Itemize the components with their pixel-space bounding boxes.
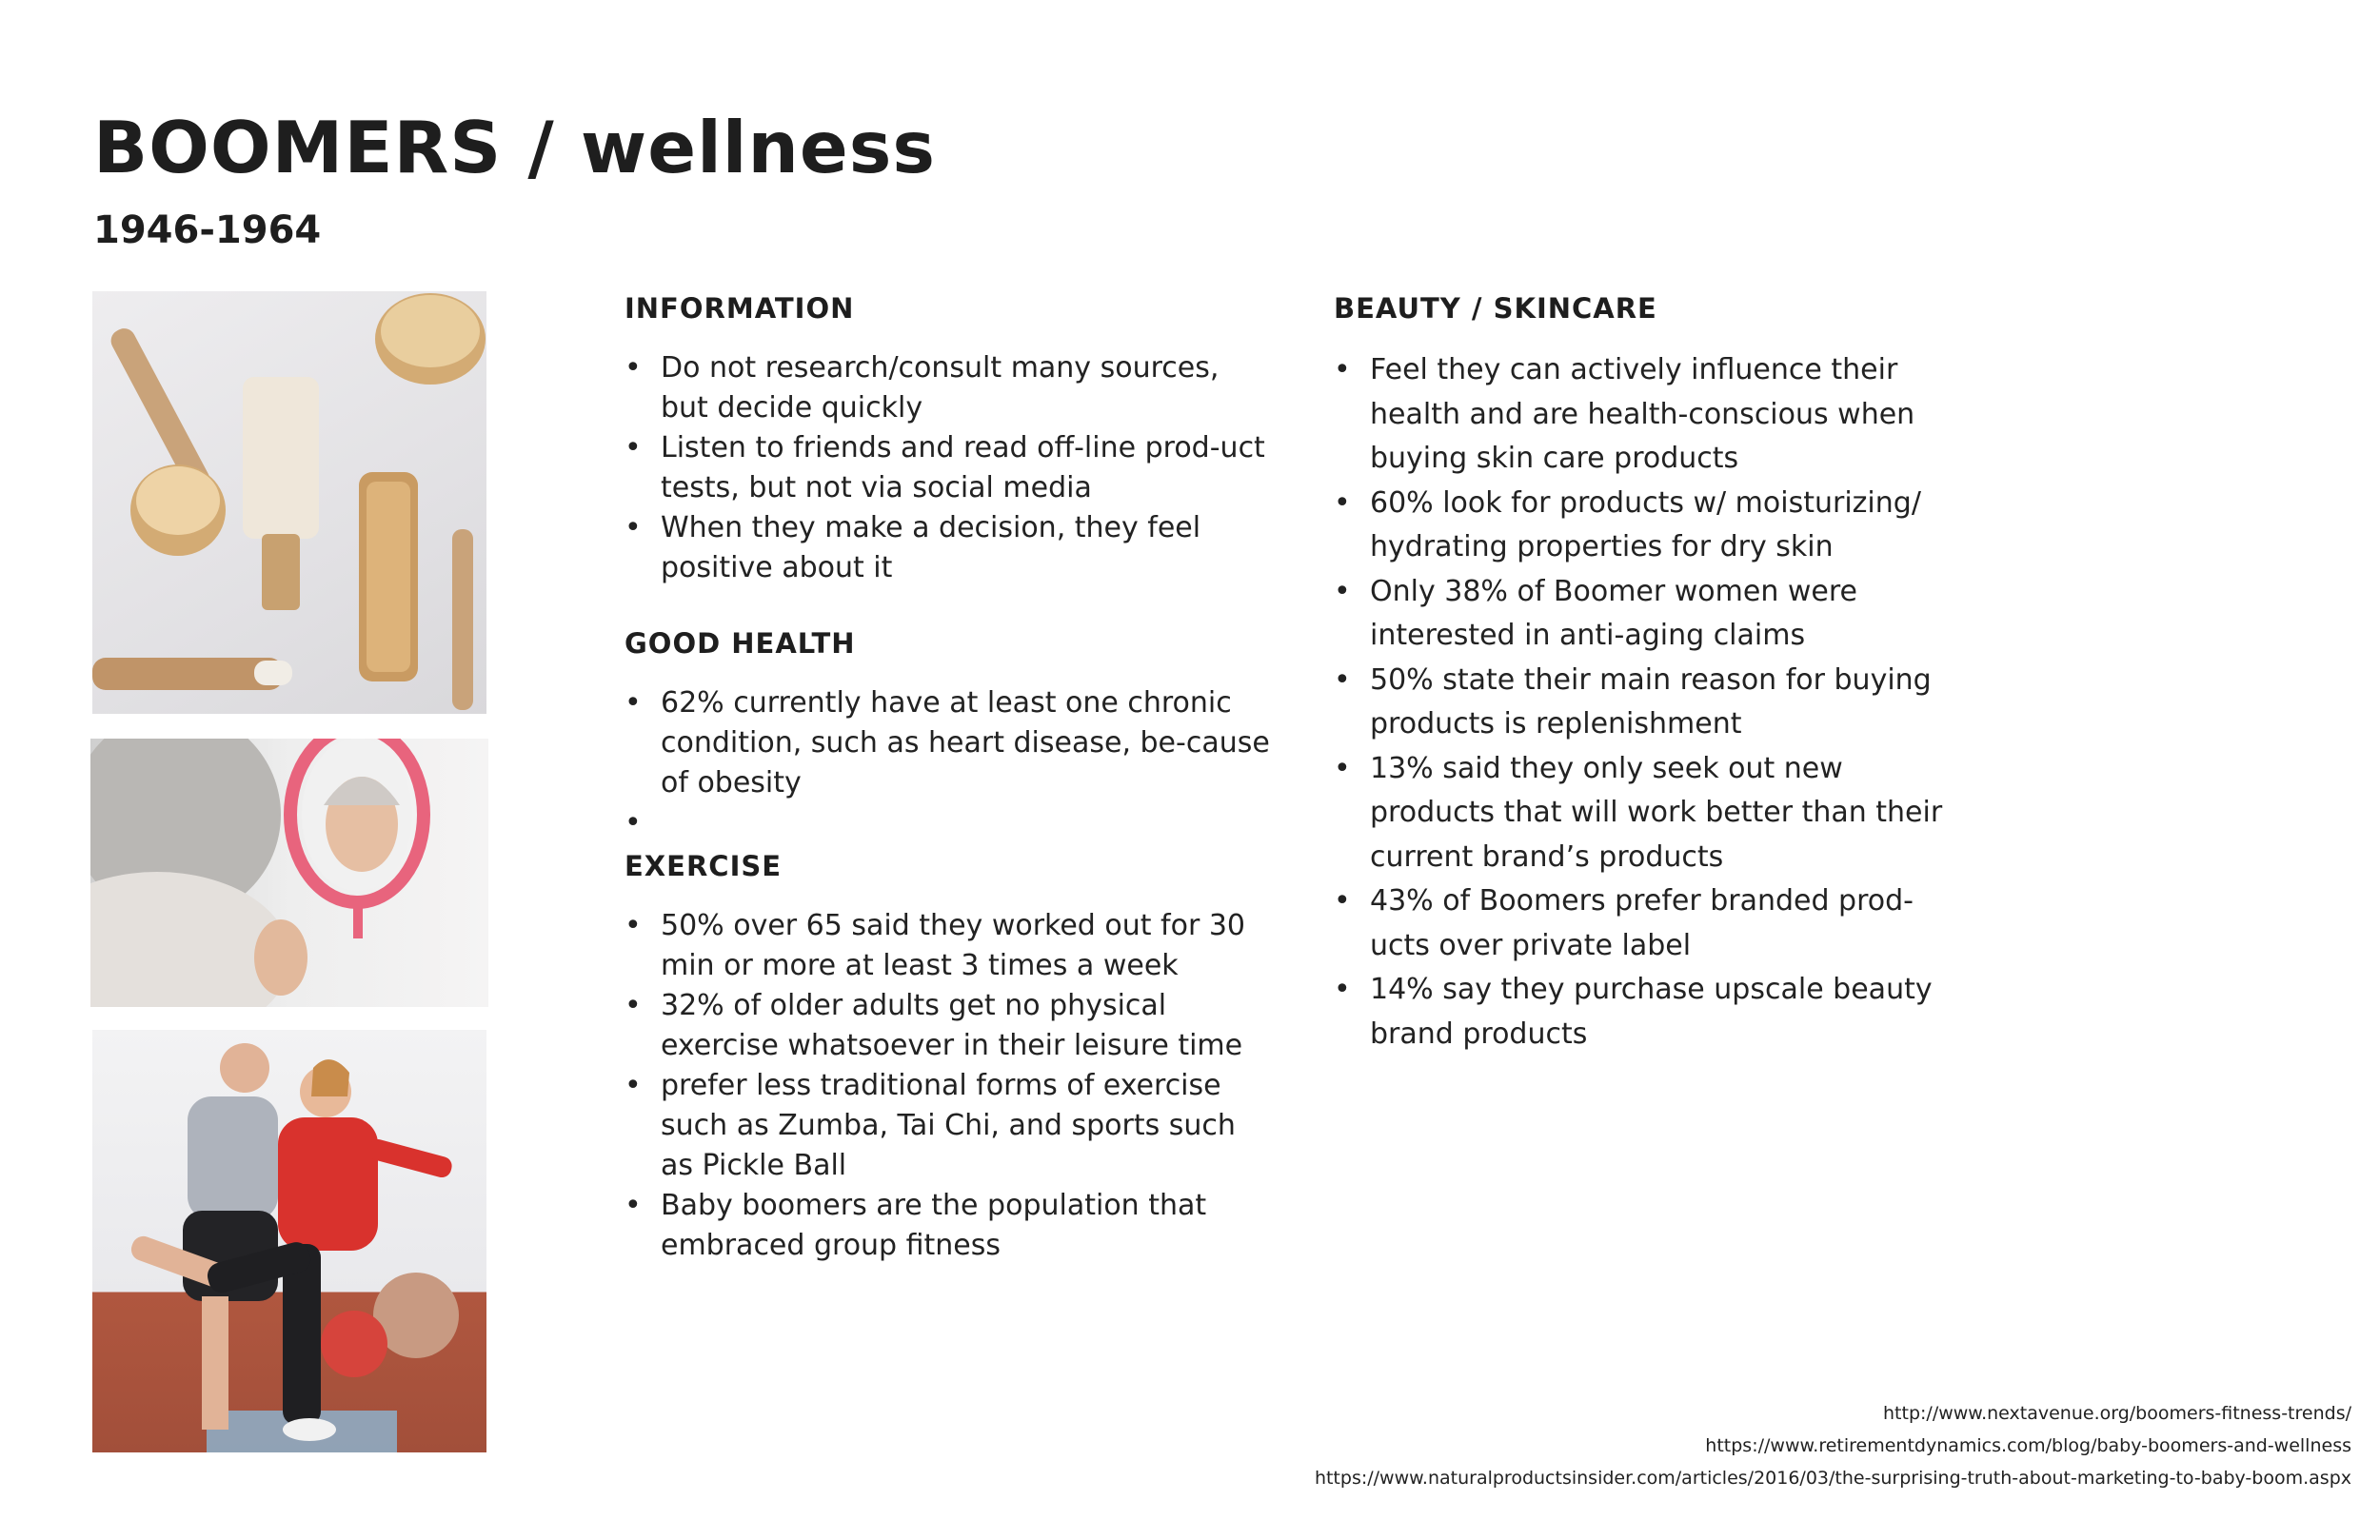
reference-link[interactable]: https://www.naturalproductsinsider.com/articles/2016/03/the-surprising-truth-about-marketing-to-baby-boom.aspx bbox=[1314, 1468, 2351, 1489]
list-item: • Listen to friends and read off-line prod-uct tests, but not via social media bbox=[625, 428, 1272, 508]
list-item: • When they make a decision, they feel positive about it bbox=[625, 508, 1272, 588]
beauty-skincare-list bbox=[1334, 348, 1943, 1056]
left-column bbox=[625, 291, 1272, 1304]
reference-link[interactable]: http://www.nextavenue.org/boomers-fitness-trends/ bbox=[1883, 1403, 2351, 1424]
list-item: • Feel they can actively influence their health and are health-conscious when buying skin care products bbox=[1334, 348, 1943, 482]
references bbox=[1315, 1397, 2351, 1494]
list-item: • Do not research/consult many sources, but decide quickly bbox=[625, 348, 1272, 428]
list-item: • Only 38% of Boomer women were interested in anti-aging claims bbox=[1334, 570, 1943, 659]
list-item: • 50% over 65 said they worked out for 30 min or more at least 3 times a week bbox=[625, 906, 1272, 986]
page-title: BOOMERS / wellness bbox=[93, 106, 937, 189]
list-item-empty bbox=[625, 803, 1272, 843]
list-item: • Baby boomers are the population that embraced group fitness bbox=[625, 1186, 1272, 1266]
good-health-heading: GOOD HEALTH bbox=[625, 627, 856, 660]
good-health-section bbox=[625, 626, 1272, 843]
list-item: • 62% currently have at least one chronic condition, such as heart disease, be-cause of obesity bbox=[625, 683, 1272, 803]
page-subtitle: 1946-1964 bbox=[93, 208, 322, 252]
list-item: • 60% look for products w/ moisturizing/ hydrating properties for dry skin bbox=[1334, 482, 1943, 570]
list-item: • 32% of older adults get no physical exercise whatsoever in their leisure time bbox=[625, 986, 1272, 1066]
woman-at-mirror-photo bbox=[90, 739, 488, 1007]
exercise-heading: EXERCISE bbox=[625, 850, 783, 882]
seniors-exercising-photo bbox=[92, 1030, 486, 1452]
good-health-list bbox=[625, 683, 1272, 843]
information-list bbox=[625, 348, 1272, 588]
list-item: • 50% state their main reason for buying products is replenishment bbox=[1334, 659, 1943, 747]
exercise-section bbox=[625, 849, 1272, 1266]
exercise-list bbox=[625, 906, 1272, 1266]
list-item: • prefer less traditional forms of exercise such as Zumba, Tai Chi, and sports such as Pickle Ball bbox=[625, 1066, 1272, 1186]
list-item: • 43% of Boomers prefer branded prod-ucts over private label bbox=[1334, 879, 1943, 968]
beauty-skincare-heading: BEAUTY / SKINCARE bbox=[1334, 292, 1657, 325]
skincare-products-photo bbox=[92, 291, 486, 714]
right-column bbox=[1334, 291, 1943, 1056]
reference-link[interactable]: https://www.retirementdynamics.com/blog/baby-boomers-and-wellness bbox=[1705, 1435, 2351, 1456]
information-heading: INFORMATION bbox=[625, 292, 855, 325]
list-item: • 13% said they only seek out new products that will work better than their current brand’s products bbox=[1334, 747, 1943, 880]
information-section bbox=[625, 291, 1272, 588]
list-item: • 14% say they purchase upscale beauty brand products bbox=[1334, 968, 1943, 1056]
